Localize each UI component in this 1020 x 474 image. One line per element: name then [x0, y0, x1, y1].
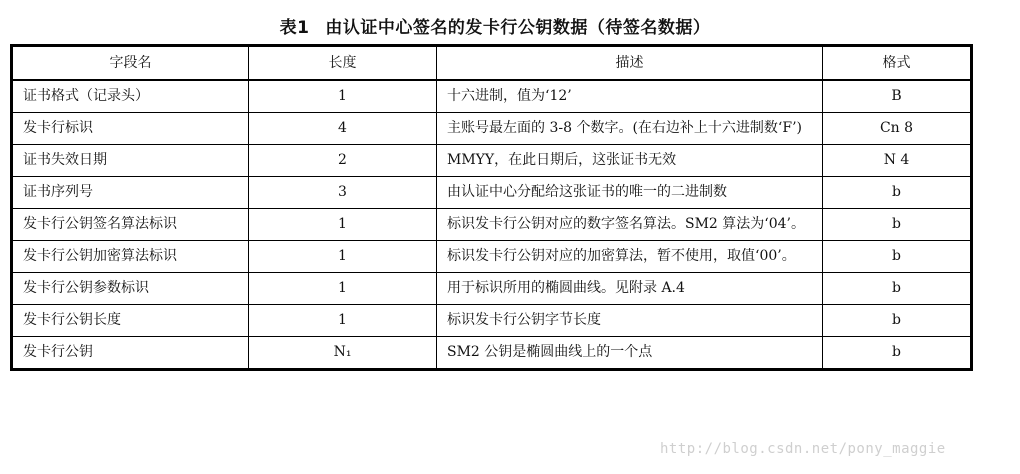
table-row — [12, 113, 972, 145]
column-header-description: 描述 — [437, 46, 823, 81]
description-cell: MMYY，在此日期后，这张证书无效 — [437, 145, 823, 177]
length-cell: 1 — [249, 241, 437, 273]
field-name-cell: 发卡行公钥 — [12, 337, 249, 370]
table-row — [12, 337, 972, 370]
description-cell: 用于标识所用的椭圆曲线。见附录 A.4 — [437, 273, 823, 305]
field-name-cell: 证书序列号 — [12, 177, 249, 209]
table-body — [12, 80, 972, 370]
table-row — [12, 273, 972, 305]
format-cell: b — [823, 177, 972, 209]
length-cell: 1 — [249, 273, 437, 305]
field-name-cell: 发卡行公钥参数标识 — [12, 273, 249, 305]
table-row — [12, 80, 972, 113]
field-name-cell: 证书失效日期 — [12, 145, 249, 177]
table-row — [12, 209, 972, 241]
length-cell: 4 — [249, 113, 437, 145]
watermark: http://blog.csdn.net/pony_maggie — [660, 441, 946, 457]
format-cell: N 4 — [823, 145, 972, 177]
description-cell: 标识发卡行公钥对应的加密算法，暂不使用，取值‘00’。 — [437, 241, 823, 273]
table-row — [12, 145, 972, 177]
table-caption — [0, 13, 990, 38]
field-name-cell: 发卡行公钥加密算法标识 — [12, 241, 249, 273]
field-name-cell: 发卡行标识 — [12, 113, 249, 145]
description-cell: 标识发卡行公钥字节长度 — [437, 305, 823, 337]
data-table — [10, 44, 973, 371]
table-row — [12, 305, 972, 337]
format-cell: b — [823, 273, 972, 305]
caption-number: 表1 — [279, 18, 310, 38]
description-cell: 十六进制，值为‘12’ — [437, 80, 823, 113]
caption-title: 由认证中心签名的发卡行公钥数据（待签名数据） — [325, 18, 711, 38]
format-cell: B — [823, 80, 972, 113]
field-name-cell: 证书格式（记录头） — [12, 80, 249, 113]
table-row — [12, 241, 972, 273]
format-cell: Cn 8 — [823, 113, 972, 145]
format-cell: b — [823, 305, 972, 337]
table-header — [12, 46, 972, 81]
length-cell: N₁ — [249, 337, 437, 370]
description-cell: 由认证中心分配给这张证书的唯一的二进制数 — [437, 177, 823, 209]
field-name-cell: 发卡行公钥长度 — [12, 305, 249, 337]
length-cell: 2 — [249, 145, 437, 177]
format-cell: b — [823, 209, 972, 241]
format-cell: b — [823, 337, 972, 370]
description-cell: 标识发卡行公钥对应的数字签名算法。SM2 算法为‘04’。 — [437, 209, 823, 241]
description-cell: SM2 公钥是椭圆曲线上的一个点 — [437, 337, 823, 370]
length-cell: 1 — [249, 209, 437, 241]
column-header-format: 格式 — [823, 46, 972, 81]
length-cell: 1 — [249, 80, 437, 113]
length-cell: 1 — [249, 305, 437, 337]
format-cell: b — [823, 241, 972, 273]
column-header-field-name: 字段名 — [12, 46, 249, 81]
field-name-cell: 发卡行公钥签名算法标识 — [12, 209, 249, 241]
table-row — [12, 177, 972, 209]
description-cell: 主账号最左面的 3-8 个数字。(在右边补上十六进制数‘F’) — [437, 113, 823, 145]
length-cell: 3 — [249, 177, 437, 209]
column-header-length: 长度 — [249, 46, 437, 81]
header-row — [12, 46, 972, 81]
